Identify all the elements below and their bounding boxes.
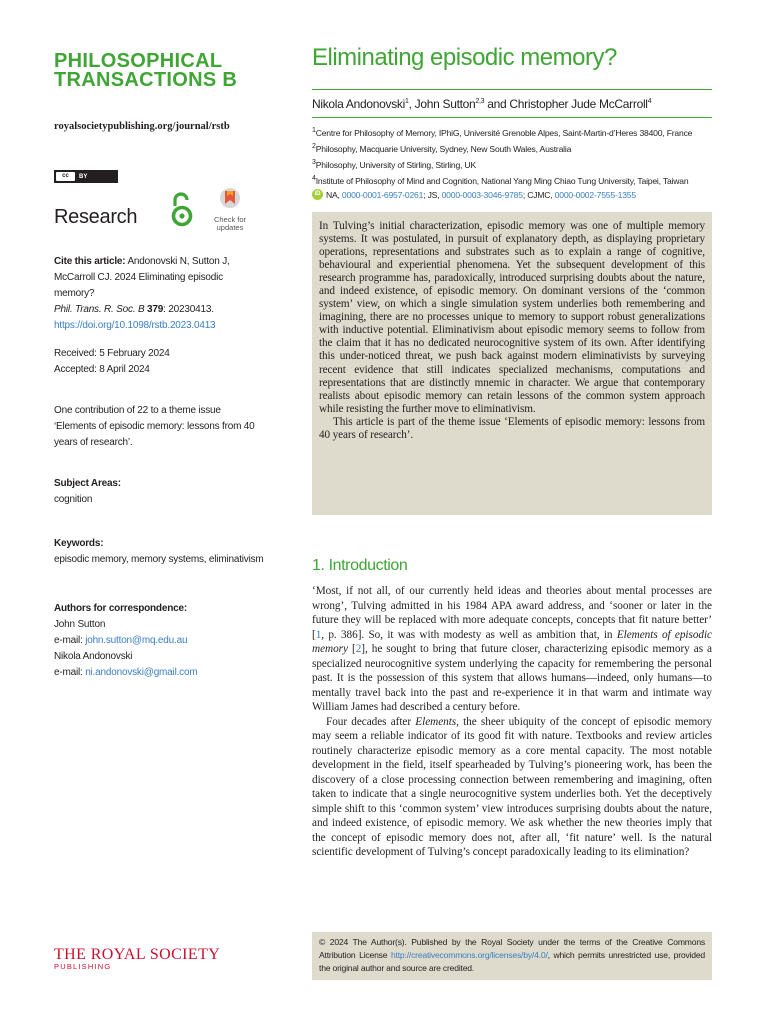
body-paragraph bbox=[312, 715, 712, 860]
author-1-sup: 1 bbox=[404, 98, 409, 105]
license-box bbox=[312, 932, 712, 980]
check-updates-line2: updates bbox=[216, 223, 244, 232]
cite-volume: 379 bbox=[147, 304, 164, 315]
author-2: , John Sutton bbox=[408, 97, 476, 111]
affiliation-sup: 2 bbox=[312, 143, 316, 151]
author-3: and Christopher Jude McCarroll bbox=[484, 97, 648, 111]
corr2-email-link[interactable]: ni.andonovski@gmail.com bbox=[85, 667, 198, 678]
author-list bbox=[312, 97, 651, 111]
author-1: Nikola Andonovski bbox=[312, 97, 405, 111]
orcid-js-link[interactable]: 0000-0003-3046-9785 bbox=[441, 189, 523, 200]
orcid-cjmc-link[interactable]: 0000-0002-7555-1355 bbox=[554, 189, 636, 200]
citation-block bbox=[54, 254, 264, 334]
corr2-name: Nikola Andonovski bbox=[54, 651, 133, 662]
affiliation-sup: 3 bbox=[312, 159, 316, 167]
orcid-cjmc-label: ; CJMC, bbox=[522, 189, 555, 200]
cite-text: Andonovski N, Sutton J, McCarroll CJ. 2024 Eliminating episodic memory? bbox=[54, 256, 230, 299]
publisher-name: THE ROYAL SOCIETY bbox=[54, 946, 221, 963]
check-for-updates-icon bbox=[219, 187, 241, 211]
received-date: Received: 5 February 2024 bbox=[54, 348, 170, 359]
orcid-na-link[interactable]: 0000-0001-6957-0261 bbox=[341, 189, 424, 200]
affiliation-text: Centre for Philosophy of Memory, IPhiG, Université Grenoble Alpes, Saint-Martin-d’Heres 38400, France bbox=[315, 127, 693, 138]
orcid-icon: iD bbox=[312, 189, 323, 200]
abstract-box bbox=[312, 212, 712, 515]
reference-link[interactable]: 1 bbox=[315, 628, 322, 641]
by-icon: BY bbox=[79, 173, 88, 180]
affiliation bbox=[312, 156, 712, 172]
open-access-icon[interactable] bbox=[167, 192, 197, 228]
journal-site-link[interactable]: royalsocietypublishing.org/journal/rstb bbox=[54, 121, 230, 132]
doi-link[interactable]: https://doi.org/10.1098/rstb.2023.0413 bbox=[54, 320, 216, 331]
check-for-updates-button[interactable] bbox=[210, 187, 250, 232]
cc-by-license-icon[interactable] bbox=[54, 170, 118, 183]
dates-block bbox=[54, 346, 264, 378]
abstract-theme-note: This article is part of the theme issue ‘Elements of episodic memory: lessons from 40 years of research’. bbox=[319, 415, 705, 441]
cite-label: Cite this article: bbox=[54, 256, 126, 267]
journal-name-line2: TRANSACTIONS B bbox=[54, 69, 238, 91]
subject-value[interactable]: cognition bbox=[54, 494, 93, 505]
affiliations bbox=[312, 124, 712, 189]
keywords-value: episodic memory, memory systems, eliminativism bbox=[54, 554, 264, 565]
publisher-sub: PUBLISHING bbox=[54, 962, 112, 971]
affiliation-sup: 1 bbox=[312, 127, 316, 134]
section-heading-introduction: 1. Introduction bbox=[312, 557, 408, 574]
journal-name-line1: PHILOSOPHICAL bbox=[54, 50, 223, 72]
royal-society-logo[interactable] bbox=[54, 946, 220, 971]
abstract-paragraph: In Tulving’s initial characterization, episodic memory was one of multiple memory systems. It was postulated, in pursuit of explanatory depth, as displaying proprietary operations, representations and substrates such as to explain a range of cognitive, behavioural and experiential phenomena. Yet the subsequent development of this research programme has, paradoxically, introduced surprising doubts about the nature, and indeed existence, of episodic memory. On dominant versions of the ‘common system’ view, on which a single simulation system underlies both remembering and imagining, there are no processes unique to memory to support robust generalizations with inductive potential. Eliminativism about episodic memory seems to follow from the claim that it has no dedicated neurocognitive system of its own. After identifying this under-noticed threat, we push back against modern eliminativists by surveying recent evidence that still indicates specialized mechanisms, computations and representations that are distinctly mnemic in character. We argue that contemporary realists about episodic memory can retain lessons of the common system approach while resisting the further move to eliminativism. bbox=[319, 220, 705, 415]
text-run: ], he sought to bring that future closer, characterizing episodic memory as a specialized neurocognitive system underlying the capacity for remembering the personal past. It is the possession of this system that allows humans—indeed, only humans—to mentally travel back into the past and re-experience it in that warm and intimate way William James had described a century before. bbox=[312, 643, 712, 713]
journal-name[interactable] bbox=[54, 52, 294, 90]
orcid-js-label: ; JS, bbox=[423, 189, 442, 200]
emphasis: Elements bbox=[415, 715, 457, 728]
section-label: Research bbox=[54, 206, 138, 228]
license-text: © 2024 The Author(s). Published by the Royal Society under the terms of the Creative Commons Attribution License bbox=[319, 937, 705, 961]
license-link[interactable]: http://creativecommons.org/licenses/by/4.0/ bbox=[390, 950, 548, 961]
corr-label: Authors for correspondence: bbox=[54, 603, 187, 614]
body-paragraph bbox=[312, 584, 712, 715]
license-text: , which permits unrestricted use, provided the original author and source are credited. bbox=[319, 950, 705, 974]
theme-issue-note: One contribution of 22 to a theme issue ‘Elements of episodic memory: lessons from 40 years of research’. bbox=[54, 405, 255, 448]
correspondence-block bbox=[54, 601, 284, 681]
cite-journal: Phil. Trans. R. Soc. B bbox=[54, 304, 145, 315]
corr1-email-link[interactable]: john.sutton@mq.edu.au bbox=[85, 635, 188, 646]
subject-areas bbox=[54, 476, 264, 508]
cite-pages: : 20230413. bbox=[163, 304, 214, 315]
text-run: [ bbox=[347, 643, 356, 655]
subject-label: Subject Areas: bbox=[54, 478, 121, 489]
affiliation-sup: 4 bbox=[312, 175, 316, 183]
check-updates-line1: Check for bbox=[213, 215, 247, 224]
text-run: , the sheer ubiquity of the concept of episodic memory may seem a reliable indicator of its good fit with nature. Textbooks and review articles routinely characterize episodic memory as a core mental capacity. The most notable development in the field, itself spearheaded by Tulving’s pioneering work, has been the discovery of a close processing connection between remembering and imagining, often taken to indicate that a single neurocognitive system underlies both. Yet the deceptively simple shift to this ‘common system’ view introduces surprising doubts about the nature, and indeed existence, of episodic memory. We ask whether the new theories imply that the concept of episodic memory does not, after all, ‘fit nature’ well. Is the natural scientific development of Tulving’s concept paradoxically leading to its elimination? bbox=[312, 715, 713, 858]
corr1-name: John Sutton bbox=[54, 619, 106, 630]
text-run: Four decades after bbox=[326, 715, 416, 728]
affiliation bbox=[312, 172, 712, 188]
reference-link[interactable]: 2 bbox=[355, 643, 362, 655]
author-3-sup: 4 bbox=[647, 98, 652, 105]
body-text bbox=[312, 584, 712, 860]
title-rule bbox=[312, 89, 712, 90]
authors-rule bbox=[312, 117, 712, 118]
affiliation-text: Philosophy, University of Stirling, Stirling, UK bbox=[315, 160, 476, 171]
author-2-sup: 2,3 bbox=[475, 98, 485, 105]
text-run: ‘Most, if not all, of our currently held ideas and theories about mental processes are wrong’, Tulving admitted in his 1984 APA award address, and ‘sooner or later in the future they will be replaced with more adequate concepts, concepts that fit nature better’ [ bbox=[312, 585, 712, 641]
email-prefix: e-mail: bbox=[54, 667, 86, 678]
email-prefix: e-mail: bbox=[54, 635, 86, 646]
affiliation bbox=[312, 140, 712, 156]
cc-icon: cc bbox=[56, 172, 75, 181]
accepted-date: Accepted: 8 April 2024 bbox=[54, 364, 150, 375]
orcid-line bbox=[312, 189, 636, 200]
article-title: Eliminating episodic memory? bbox=[312, 44, 617, 71]
orcid-na-label: NA, bbox=[326, 189, 342, 200]
keywords-label: Keywords: bbox=[54, 538, 104, 549]
emphasis: Elements of episodic memory bbox=[312, 628, 712, 655]
affiliation bbox=[312, 124, 712, 140]
text-run: , p. 386]. So, it was with modesty as well as ambition that, in bbox=[321, 628, 617, 641]
keywords bbox=[54, 536, 284, 568]
affiliation-text: Philosophy, Macquarie University, Sydney, New South Wales, Australia bbox=[315, 144, 572, 155]
affiliation-text: Institute of Philosophy of Mind and Cognition, National Yang Ming Chiao Tung University, Taipei, Taiwan bbox=[315, 176, 689, 187]
